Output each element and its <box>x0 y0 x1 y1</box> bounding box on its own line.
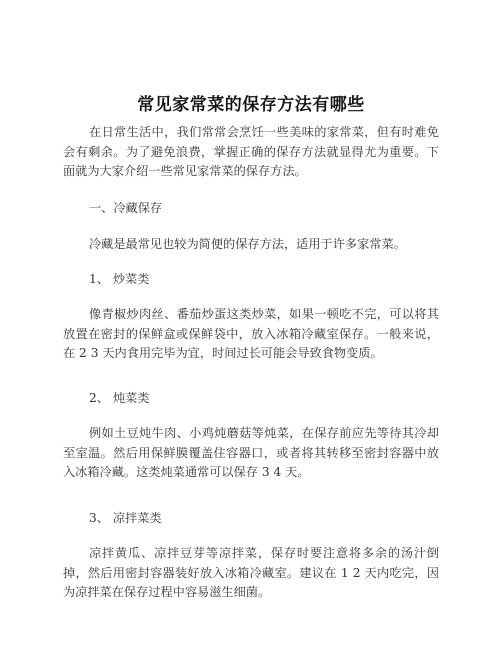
section-heading-cold-storage: 一、冷藏保存 <box>89 201 163 215</box>
subheading-stew: 2、 炖菜类 <box>89 391 150 405</box>
subheading-cold-dishes: 3、 凉拌菜类 <box>89 511 162 525</box>
subheading-stir-fry: 1、 炒菜类 <box>89 272 150 286</box>
cold-dishes-paragraph: 凉拌黄瓜、凉拌豆芽等凉拌菜，保存时要注意将多余的汤汁倒掉，然后用密封容器装好放入冰箱冷藏室。建议在 1 2 天内吃完，因为凉拌菜在保存过程中容易滋生细菌。 <box>63 546 439 599</box>
stir-fry-paragraph: 像青椒炒肉丝、番茄炒蛋这类炒菜，如果一顿吃不完，可以将其放置在密封的保鲜盒或保鲜袋中，放入冰箱冷藏室保存。一般来说，在 2 3 天内食用完毕为宜，时间过长可能会导致食物变质。 <box>63 307 439 360</box>
intro-paragraph: 在日常生活中，我们常常会烹饪一些美味的家常菜，但有时难免会有剩余。为了避免浪费，掌握正确的保存方法就显得尤为重要。下面就为大家介绍一些常见家常菜的保存方法。 <box>63 125 439 178</box>
document-title: 常见家常菜的保存方法有哪些 <box>137 95 365 115</box>
stew-paragraph: 例如土豆炖牛肉、小鸡炖蘑菇等炖菜，在保存前应先等待其冷却至室温。然后用保鲜膜覆盖住容器口，或者将其转移至密封容器中放入冰箱冷藏。这类炖菜通常可以保存 3 4 天。 <box>63 426 439 479</box>
section-cold-storage-text: 冷藏是最常见也较为简便的保存方法，适用于许多家常菜。 <box>89 237 406 251</box>
